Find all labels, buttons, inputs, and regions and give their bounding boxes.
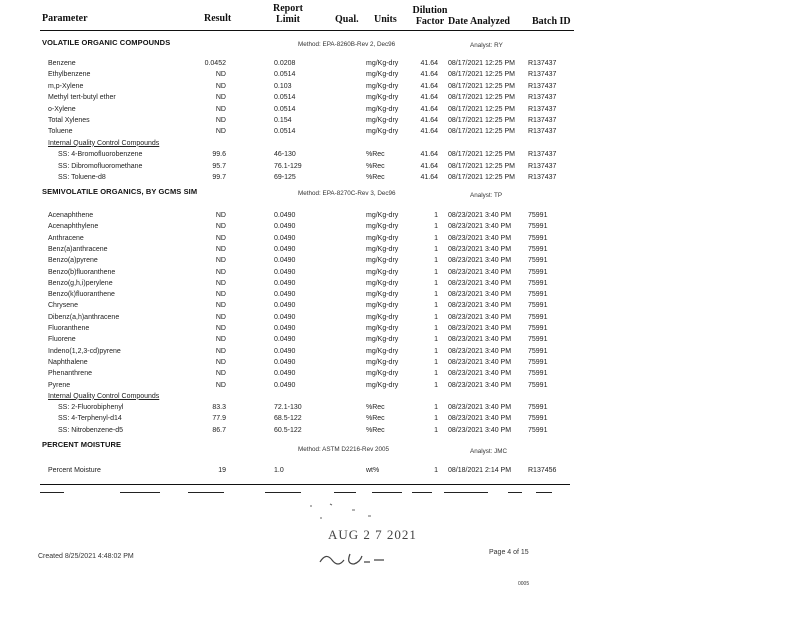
cell-result: 19 bbox=[218, 467, 226, 474]
table-row bbox=[0, 210, 800, 221]
cell-dilution: 1 bbox=[434, 279, 438, 287]
cell-date-analyzed: 08/17/2021 12:25 PM bbox=[448, 117, 515, 124]
cell-limit: 72.1-130 bbox=[274, 404, 302, 412]
cell-units: %Rec bbox=[366, 151, 385, 159]
stamp-marks bbox=[300, 500, 390, 524]
cell-batch-id: 75991 bbox=[528, 268, 548, 276]
cell-parameter: SS: Nitrobenzene-d5 bbox=[58, 426, 123, 434]
cell-date-analyzed: 08/23/2021 3:40 PM bbox=[448, 381, 512, 389]
cell-limit: 76.1-129 bbox=[274, 162, 302, 170]
cell-result: ND bbox=[215, 223, 226, 231]
cell-dilution: 1 bbox=[434, 325, 438, 332]
cell-limit: 0.0490 bbox=[274, 245, 296, 253]
cell-units: mg/Kg-dry bbox=[366, 268, 399, 276]
cell-dilution: 41.64 bbox=[420, 128, 438, 136]
cell-batch-id: 75991 bbox=[528, 212, 548, 219]
cell-date-analyzed: 08/23/2021 3:40 PM bbox=[448, 212, 512, 219]
cell-dilution: 1 bbox=[434, 415, 438, 423]
cell-limit: 0.0490 bbox=[274, 223, 296, 231]
table-row bbox=[0, 368, 800, 379]
cell-batch-id: R137437 bbox=[528, 128, 557, 136]
table-row bbox=[0, 334, 800, 345]
cell-dilution: 41.64 bbox=[420, 82, 438, 90]
cell-dilution: 41.64 bbox=[420, 174, 438, 181]
cell-result: ND bbox=[215, 94, 226, 102]
cell-batch-id: 75991 bbox=[528, 245, 548, 253]
cell-result: 95.7 bbox=[212, 162, 226, 170]
cell-limit: 0.0490 bbox=[274, 302, 296, 310]
cell-parameter: Ethylbenzene bbox=[48, 71, 91, 79]
cell-parameter: Toluene bbox=[48, 128, 73, 136]
cell-units: mg/Kg-dry bbox=[366, 302, 399, 310]
cell-units: mg/Kg-dry bbox=[366, 128, 399, 136]
cell-dilution: 1 bbox=[434, 467, 438, 474]
cell-units: mg/Kg-dry bbox=[366, 291, 399, 299]
cell-result: 0.0452 bbox=[204, 60, 226, 67]
table-row bbox=[0, 172, 800, 183]
cell-units: mg/Kg-dry bbox=[366, 117, 399, 124]
cell-units: %Rec bbox=[366, 415, 385, 423]
cell-dilution: 1 bbox=[434, 370, 438, 378]
cell-date-analyzed: 08/23/2021 3:40 PM bbox=[448, 325, 512, 332]
cell-date-analyzed: 08/23/2021 3:40 PM bbox=[448, 302, 512, 310]
cell-date-analyzed: 08/17/2021 12:25 PM bbox=[448, 151, 515, 159]
table-row bbox=[0, 300, 800, 311]
cell-limit: 0.0490 bbox=[274, 347, 296, 355]
cell-batch-id: 75991 bbox=[528, 358, 548, 366]
cell-parameter: Total Xylenes bbox=[48, 117, 90, 124]
cell-limit: 0.0208 bbox=[274, 60, 296, 67]
analyst-semivolatile: Analyst: TP bbox=[470, 192, 503, 199]
cell-units: mg/Kg-dry bbox=[366, 94, 399, 102]
cell-date-analyzed: 08/23/2021 3:40 PM bbox=[448, 257, 512, 265]
cell-date-analyzed: 08/23/2021 3:40 PM bbox=[448, 313, 512, 321]
table-row bbox=[0, 357, 800, 368]
cell-units: mg/Kg-dry bbox=[366, 245, 399, 253]
qc-heading-row bbox=[0, 138, 800, 149]
cell-limit: 69-125 bbox=[274, 174, 296, 181]
cell-batch-id: 75991 bbox=[528, 381, 548, 389]
cell-dilution: 1 bbox=[434, 257, 438, 265]
cell-batch-id: R137437 bbox=[528, 60, 557, 67]
cell-dilution: 1 bbox=[434, 268, 438, 276]
cell-date-analyzed: 08/23/2021 3:40 PM bbox=[448, 370, 512, 378]
cell-result: ND bbox=[215, 291, 226, 299]
cell-parameter: Pyrene bbox=[48, 381, 71, 389]
cell-date-analyzed: 08/23/2021 3:40 PM bbox=[448, 336, 512, 344]
cell-limit: 0.0514 bbox=[274, 128, 296, 136]
table-row bbox=[0, 161, 800, 172]
method-moisture: Method: ASTM D2216-Rev 2005 bbox=[298, 446, 390, 453]
header-date-analyzed: Date Analyzed bbox=[448, 16, 510, 27]
cell-date-analyzed: 08/23/2021 3:40 PM bbox=[448, 268, 512, 276]
dash-mark bbox=[265, 492, 301, 493]
cell-parameter: Benzene bbox=[48, 60, 76, 67]
cell-limit: 0.0490 bbox=[274, 212, 296, 219]
cell-units: mg/Kg-dry bbox=[366, 82, 399, 90]
cell-units: mg/Kg-dry bbox=[366, 313, 399, 321]
analyst-moisture: Analyst: JMC bbox=[470, 448, 508, 455]
cell-units: mg/Kg-dry bbox=[366, 234, 399, 242]
cell-dilution: 1 bbox=[434, 347, 438, 355]
cell-dilution: 41.64 bbox=[420, 117, 438, 124]
cell-units: mg/Kg-dry bbox=[366, 71, 399, 79]
cell-dilution: 1 bbox=[434, 223, 438, 231]
dash-mark bbox=[508, 492, 522, 493]
cell-batch-id: R137437 bbox=[528, 82, 557, 90]
cell-dilution: 1 bbox=[434, 234, 438, 242]
method-volatile: Method: EPA-8260B-Rev 2, Dec96 bbox=[298, 41, 396, 48]
cell-limit: 68.5-122 bbox=[274, 415, 302, 423]
cell-dilution: 1 bbox=[434, 313, 438, 321]
header-rule bbox=[40, 30, 574, 31]
cell-batch-id: 75991 bbox=[528, 325, 548, 332]
table-row bbox=[0, 312, 800, 323]
dash-mark bbox=[372, 492, 402, 493]
cell-batch-id: R137456 bbox=[528, 467, 557, 474]
dash-mark bbox=[334, 492, 356, 493]
footer-rule bbox=[40, 484, 570, 485]
cell-parameter: Benzo(g,h,i)perylene bbox=[48, 279, 113, 287]
cell-parameter: Methyl tert-butyl ether bbox=[48, 94, 116, 102]
cell-units: mg/Kg-dry bbox=[366, 381, 399, 389]
cell-date-analyzed: 08/23/2021 3:40 PM bbox=[448, 279, 512, 287]
qc-heading-row bbox=[0, 391, 800, 402]
cell-date-analyzed: 08/17/2021 12:25 PM bbox=[448, 174, 515, 181]
table-row bbox=[0, 104, 800, 115]
section-title-semivolatile: SEMIVOLATILE ORGANICS, BY GCMS SIM bbox=[42, 187, 198, 196]
cell-parameter: Percent Moisture bbox=[48, 467, 101, 474]
cell-batch-id: R137437 bbox=[528, 105, 557, 113]
cell-units: mg/Kg-dry bbox=[366, 212, 399, 219]
cell-dilution: 41.64 bbox=[420, 71, 438, 79]
table-row bbox=[0, 81, 800, 92]
table-row bbox=[0, 126, 800, 137]
dash-mark bbox=[536, 492, 552, 493]
cell-batch-id: 75991 bbox=[528, 291, 548, 299]
cell-units: mg/Kg-dry bbox=[366, 279, 399, 287]
cell-dilution: 1 bbox=[434, 426, 438, 434]
cell-limit: 0.0490 bbox=[274, 370, 296, 378]
cell-parameter: SS: 2-Fluorobiphenyl bbox=[58, 404, 124, 412]
cell-limit: 60.5-122 bbox=[274, 426, 302, 434]
cell-parameter: Acenaphthene bbox=[48, 212, 94, 219]
table-row bbox=[0, 92, 800, 103]
cell-parameter: SS: Dibromofluoromethane bbox=[58, 162, 143, 170]
cell-units: wt% bbox=[366, 467, 380, 474]
cell-limit: 0.0490 bbox=[274, 381, 296, 389]
cell-dilution: 1 bbox=[434, 291, 438, 299]
table-row bbox=[0, 465, 800, 476]
cell-date-analyzed: 08/23/2021 3:40 PM bbox=[448, 223, 512, 231]
cell-limit: 0.154 bbox=[274, 117, 292, 124]
cell-units: %Rec bbox=[366, 426, 385, 434]
cell-parameter: Indeno(1,2,3-cd)pyrene bbox=[48, 347, 121, 355]
cell-dilution: 41.64 bbox=[420, 162, 438, 170]
cell-result: ND bbox=[215, 257, 226, 265]
cell-result: 83.3 bbox=[212, 404, 226, 412]
cell-units: mg/Kg-dry bbox=[366, 105, 399, 113]
section-title-volatile: VOLATILE ORGANIC COMPOUNDS bbox=[42, 38, 171, 47]
cell-units: mg/Kg-dry bbox=[366, 223, 399, 231]
cell-limit: 46-130 bbox=[274, 151, 296, 159]
dash-mark bbox=[40, 492, 64, 493]
cell-date-analyzed: 08/18/2021 2:14 PM bbox=[448, 467, 512, 474]
cell-batch-id: R137437 bbox=[528, 174, 557, 181]
cell-limit: 0.0490 bbox=[274, 279, 296, 287]
cell-limit: 0.0490 bbox=[274, 313, 296, 321]
cell-result: ND bbox=[215, 128, 226, 136]
cell-date-analyzed: 08/17/2021 12:25 PM bbox=[448, 128, 515, 136]
cell-result: 99.6 bbox=[212, 151, 226, 159]
cell-result: ND bbox=[215, 358, 226, 366]
table-row bbox=[0, 255, 800, 266]
cell-parameter: o-Xylene bbox=[48, 105, 76, 113]
cell-batch-id: 75991 bbox=[528, 279, 548, 287]
cell-units: mg/Kg-dry bbox=[366, 325, 399, 332]
cell-parameter: Benzo(a)pyrene bbox=[48, 257, 98, 265]
cell-parameter: Dibenz(a,h)anthracene bbox=[48, 313, 120, 321]
cell-batch-id: 75991 bbox=[528, 313, 548, 321]
cell-units: mg/Kg-dry bbox=[366, 60, 399, 67]
cell-date-analyzed: 08/23/2021 3:40 PM bbox=[448, 234, 512, 242]
cell-parameter: Chrysene bbox=[48, 302, 78, 310]
cell-result: ND bbox=[215, 336, 226, 344]
cell-units: mg/Kg-dry bbox=[366, 257, 399, 265]
cell-limit: 0.0490 bbox=[274, 234, 296, 242]
cell-result: ND bbox=[215, 325, 226, 332]
cell-batch-id: R137437 bbox=[528, 162, 557, 170]
table-row bbox=[0, 402, 800, 413]
cell-limit: 0.0490 bbox=[274, 257, 296, 265]
cell-dilution: 41.64 bbox=[420, 94, 438, 102]
analyst-volatile: Analyst: RY bbox=[470, 42, 503, 49]
cell-parameter: Phenanthrene bbox=[48, 370, 92, 378]
cell-batch-id: R137437 bbox=[528, 151, 557, 159]
cell-date-analyzed: 08/23/2021 3:40 PM bbox=[448, 404, 512, 412]
table-row bbox=[0, 221, 800, 232]
cell-batch-id: 75991 bbox=[528, 223, 548, 231]
cell-result: ND bbox=[215, 279, 226, 287]
cell-date-analyzed: 08/23/2021 3:40 PM bbox=[448, 291, 512, 299]
received-stamp: AUG 2 7 2021 bbox=[328, 527, 417, 542]
cell-units: mg/Kg-dry bbox=[366, 336, 399, 344]
cell-parameter: m,p-Xylene bbox=[48, 82, 84, 90]
header-result: Result bbox=[204, 13, 232, 24]
table-row bbox=[0, 267, 800, 278]
table-row bbox=[0, 115, 800, 126]
cell-batch-id: 75991 bbox=[528, 404, 548, 412]
cell-dilution: 1 bbox=[434, 336, 438, 344]
cell-date-analyzed: 08/23/2021 3:40 PM bbox=[448, 347, 512, 355]
cell-result: ND bbox=[215, 302, 226, 310]
section-title-moisture: PERCENT MOISTURE bbox=[42, 440, 122, 449]
table-row bbox=[0, 233, 800, 244]
table-row bbox=[0, 278, 800, 289]
header-dilution-2: Factor bbox=[415, 16, 445, 27]
cell-limit: 0.0514 bbox=[274, 105, 296, 113]
cell-date-analyzed: 08/17/2021 12:25 PM bbox=[448, 105, 515, 113]
cell-date-analyzed: 08/23/2021 3:40 PM bbox=[448, 426, 512, 434]
table-row bbox=[0, 244, 800, 255]
header-report-limit-2: Limit bbox=[276, 14, 300, 25]
cell-dilution: 1 bbox=[434, 245, 438, 253]
cell-dilution: 41.64 bbox=[420, 151, 438, 159]
dash-mark bbox=[188, 492, 224, 493]
cell-date-analyzed: 08/23/2021 3:40 PM bbox=[448, 415, 512, 423]
cell-dilution: 1 bbox=[434, 358, 438, 366]
cell-batch-id: 75991 bbox=[528, 234, 548, 242]
cell-batch-id: 75991 bbox=[528, 426, 548, 434]
cell-date-analyzed: 08/17/2021 12:25 PM bbox=[448, 94, 515, 102]
cell-batch-id: R137437 bbox=[528, 71, 557, 79]
table-row bbox=[0, 380, 800, 391]
table-row bbox=[0, 425, 800, 436]
cell-limit: 1.0 bbox=[274, 467, 284, 474]
cell-limit: 0.0490 bbox=[274, 291, 296, 299]
cell-result: ND bbox=[215, 117, 226, 124]
cell-dilution: 1 bbox=[434, 381, 438, 389]
method-semivolatile: Method: EPA-8270C-Rev 3, Dec96 bbox=[298, 190, 396, 197]
table-row bbox=[0, 69, 800, 80]
cell-limit: 0.0490 bbox=[274, 325, 296, 332]
cell-result: ND bbox=[215, 245, 226, 253]
cell-units: %Rec bbox=[366, 404, 385, 412]
cell-batch-id: 75991 bbox=[528, 257, 548, 265]
cell-result: ND bbox=[215, 82, 226, 90]
cell-units: mg/Kg-dry bbox=[366, 358, 399, 366]
cell-result: ND bbox=[215, 381, 226, 389]
cell-parameter: Naphthalene bbox=[48, 358, 88, 366]
cell-result: 77.9 bbox=[212, 415, 226, 423]
dash-mark bbox=[120, 492, 160, 493]
cell-result: ND bbox=[215, 268, 226, 276]
cell-batch-id: 75991 bbox=[528, 415, 548, 423]
cell-parameter: Benz(a)anthracene bbox=[48, 245, 108, 253]
table-row bbox=[0, 323, 800, 334]
cell-result: ND bbox=[215, 313, 226, 321]
header-dilution-1: Dilution bbox=[412, 5, 448, 16]
table-row bbox=[0, 149, 800, 160]
cell-batch-id: 75991 bbox=[528, 336, 548, 344]
cell-result: ND bbox=[215, 234, 226, 242]
cell-parameter: Fluoranthene bbox=[48, 325, 90, 332]
signature-scribble bbox=[318, 548, 388, 568]
cell-date-analyzed: 08/17/2021 12:25 PM bbox=[448, 162, 515, 170]
cell-result: ND bbox=[215, 105, 226, 113]
page-number: Page 4 of 15 bbox=[489, 549, 529, 556]
cell-parameter: Fluorene bbox=[48, 336, 76, 344]
corner-mark: 0005 bbox=[518, 581, 530, 587]
cell-date-analyzed: 08/17/2021 12:25 PM bbox=[448, 71, 515, 79]
cell-parameter: SS: 4-Terphenyl-d14 bbox=[58, 415, 122, 423]
cell-units: %Rec bbox=[366, 174, 385, 181]
cell-units: mg/Kg-dry bbox=[366, 347, 399, 355]
cell-units: mg/Kg-dry bbox=[366, 370, 399, 378]
cell-parameter: Internal Quality Control Compounds bbox=[48, 139, 160, 147]
cell-date-analyzed: 08/17/2021 12:25 PM bbox=[448, 82, 515, 90]
cell-parameter: Anthracene bbox=[48, 234, 84, 242]
cell-date-analyzed: 08/17/2021 12:25 PM bbox=[448, 60, 515, 67]
cell-parameter: SS: 4-Bromofluorobenzene bbox=[58, 151, 143, 159]
cell-result: ND bbox=[215, 347, 226, 355]
cell-parameter: Benzo(k)fluoranthene bbox=[48, 291, 115, 299]
cell-result: ND bbox=[215, 71, 226, 79]
created-timestamp: Created 8/25/2021 4:48:02 PM bbox=[38, 553, 134, 560]
cell-result: ND bbox=[215, 370, 226, 378]
cell-parameter: Internal Quality Control Compounds bbox=[48, 392, 160, 400]
cell-dilution: 1 bbox=[434, 302, 438, 310]
cell-dilution: 41.64 bbox=[420, 105, 438, 113]
cell-limit: 0.0514 bbox=[274, 94, 296, 102]
cell-batch-id: 75991 bbox=[528, 347, 548, 355]
cell-parameter: Benzo(b)fluoranthene bbox=[48, 268, 116, 276]
dash-mark bbox=[412, 492, 432, 493]
cell-parameter: SS: Toluene-d8 bbox=[58, 174, 106, 181]
cell-limit: 0.103 bbox=[274, 82, 292, 90]
cell-date-analyzed: 08/23/2021 3:40 PM bbox=[448, 358, 512, 366]
cell-units: %Rec bbox=[366, 162, 385, 170]
header-parameter: Parameter bbox=[42, 13, 88, 24]
cell-limit: 0.0490 bbox=[274, 268, 296, 276]
cell-result: 86.7 bbox=[212, 426, 226, 434]
table-row bbox=[0, 289, 800, 300]
cell-parameter: Acenaphthylene bbox=[48, 223, 99, 231]
cell-limit: 0.0514 bbox=[274, 71, 296, 79]
table-row bbox=[0, 346, 800, 357]
cell-date-analyzed: 08/23/2021 3:40 PM bbox=[448, 245, 512, 253]
header-units: Units bbox=[374, 14, 397, 25]
cell-batch-id: 75991 bbox=[528, 370, 548, 378]
cell-batch-id: 75991 bbox=[528, 302, 548, 310]
cell-dilution: 1 bbox=[434, 404, 438, 412]
header-qual: Qual. bbox=[335, 14, 359, 25]
cell-batch-id: R137437 bbox=[528, 117, 557, 124]
cell-dilution: 1 bbox=[434, 212, 438, 219]
header-batch-id: Batch ID bbox=[532, 16, 571, 27]
cell-dilution: 41.64 bbox=[420, 60, 438, 67]
cell-batch-id: R137437 bbox=[528, 94, 557, 102]
dash-mark bbox=[444, 492, 488, 493]
cell-result: 99.7 bbox=[212, 174, 226, 181]
cell-result: ND bbox=[215, 212, 226, 219]
table-row bbox=[0, 58, 800, 69]
cell-limit: 0.0490 bbox=[274, 336, 296, 344]
table-row bbox=[0, 413, 800, 424]
header-report-limit-1: Report bbox=[273, 3, 303, 14]
cell-limit: 0.0490 bbox=[274, 358, 296, 366]
